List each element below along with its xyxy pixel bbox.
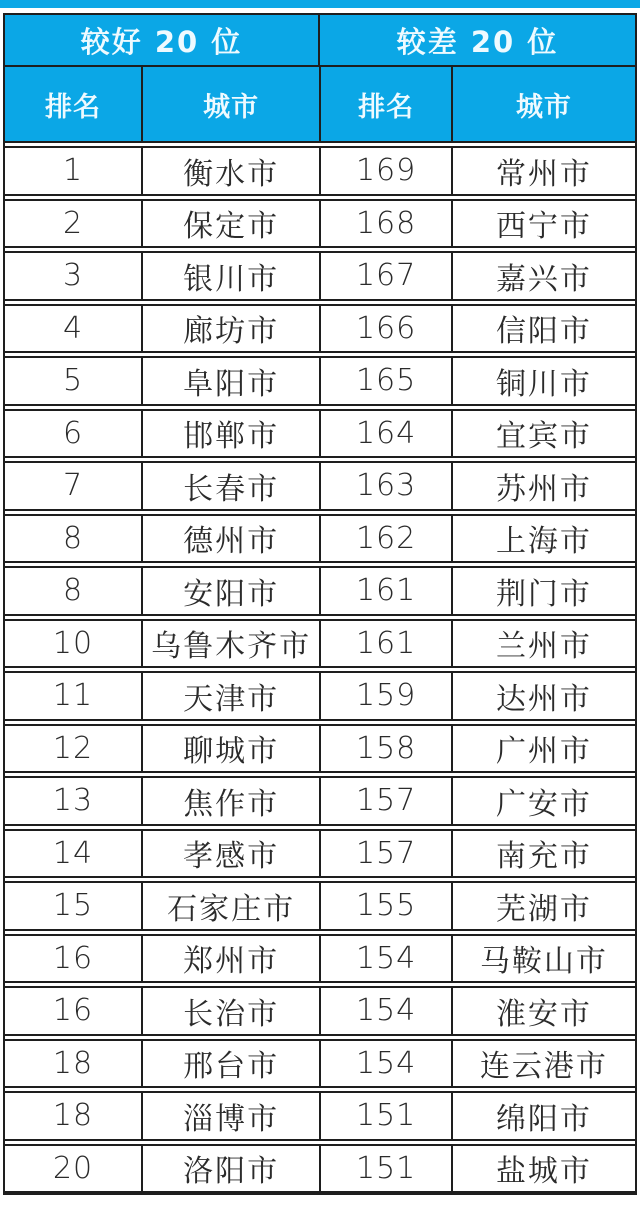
- rank-cell-best: 10: [5, 621, 143, 667]
- city-cell-worst: 西宁市: [495, 209, 592, 245]
- table-row: [5, 1144, 635, 1194]
- city-cell-worst: 信阳市: [495, 314, 592, 350]
- rank-cell-best: 15: [5, 883, 143, 929]
- table-row: [5, 304, 635, 354]
- rank-cell-best: 6: [5, 411, 143, 457]
- city-cell-worst: 马鞍山市: [479, 944, 608, 980]
- table-row: [5, 934, 635, 984]
- city-cell-worst: 嘉兴市: [495, 261, 592, 297]
- rank-cell-best: 11: [5, 673, 143, 719]
- rank-cell-best: 16: [5, 988, 143, 1034]
- table-row: [5, 724, 635, 774]
- column-header-city-best: 城市: [143, 67, 321, 141]
- table-row: [5, 1091, 635, 1141]
- rank-cell-worst: 168: [321, 201, 453, 247]
- city-cell-best: 银川市: [143, 253, 321, 299]
- city-cell-best: 洛阳市: [143, 1146, 321, 1192]
- group-title-worst20: 较差 20 位: [396, 24, 559, 59]
- rank-cell-worst: 161: [321, 568, 453, 614]
- table-row: [5, 409, 635, 459]
- rank-cell-worst: 154: [321, 1041, 453, 1087]
- city-cell-worst: 绵阳市: [495, 1101, 592, 1137]
- table-row: [5, 199, 635, 249]
- city-cell-worst: 兰州市: [495, 629, 592, 665]
- table-row: [5, 514, 635, 564]
- rank-cell-best: 18: [5, 1093, 143, 1139]
- table-row: [5, 356, 635, 406]
- rank-cell-best: 14: [5, 831, 143, 877]
- rank-cell-worst: 166: [321, 306, 453, 352]
- city-cell-worst: 芜湖市: [495, 891, 592, 927]
- rank-cell-worst: 169: [321, 148, 453, 194]
- city-cell-worst: 连云港市: [479, 1049, 608, 1085]
- city-cell-best: 衡水市: [143, 148, 321, 194]
- city-cell-best: 阜阳市: [143, 358, 321, 404]
- rank-cell-best: 18: [5, 1041, 143, 1087]
- rank-cell-worst: 154: [321, 936, 453, 982]
- city-cell-worst: 铜川市: [495, 366, 592, 402]
- table-row: [5, 566, 635, 616]
- rank-cell-worst: 159: [321, 673, 453, 719]
- rank-cell-worst: 155: [321, 883, 453, 929]
- rank-cell-worst: 158: [321, 726, 453, 772]
- table-group-header-row: [5, 15, 635, 65]
- top-accent-strip: [0, 0, 640, 8]
- city-cell-worst: 苏州市: [495, 471, 592, 507]
- city-cell-worst: 上海市: [495, 524, 592, 560]
- city-cell-worst: 南充市: [495, 839, 592, 875]
- city-cell-best: 天津市: [143, 673, 321, 719]
- rank-cell-best: 8: [5, 516, 143, 562]
- city-cell-worst: 淮安市: [495, 996, 592, 1032]
- table-row: [5, 619, 635, 669]
- column-header-city-worst: 城市: [515, 91, 572, 123]
- city-cell-worst: 盐城市: [495, 1154, 592, 1190]
- rank-cell-worst: 161: [321, 621, 453, 667]
- city-cell-best: 邢台市: [143, 1041, 321, 1087]
- rank-cell-best: 3: [5, 253, 143, 299]
- rank-cell-best: 12: [5, 726, 143, 772]
- table-row: [5, 671, 635, 721]
- rank-cell-worst: 162: [321, 516, 453, 562]
- city-cell-best: 长治市: [143, 988, 321, 1034]
- city-cell-best: 聊城市: [143, 726, 321, 772]
- rank-cell-best: 7: [5, 463, 143, 509]
- table-row: [5, 776, 635, 826]
- table-column-header-row: [5, 65, 635, 143]
- city-cell-best: 乌鲁木齐市: [143, 621, 321, 667]
- rank-cell-best: 5: [5, 358, 143, 404]
- city-cell-worst: 常州市: [495, 156, 592, 192]
- rank-cell-best: 13: [5, 778, 143, 824]
- rank-cell-worst: 157: [321, 831, 453, 877]
- city-cell-best: 郑州市: [143, 936, 321, 982]
- city-cell-best: 焦作市: [143, 778, 321, 824]
- rank-cell-best: 8: [5, 568, 143, 614]
- rank-cell-worst: 165: [321, 358, 453, 404]
- city-cell-worst: 广安市: [495, 786, 592, 822]
- city-cell-best: 廊坊市: [143, 306, 321, 352]
- table-body: [5, 146, 635, 1193]
- table-row: [5, 461, 635, 511]
- city-cell-worst: 广州市: [495, 734, 592, 770]
- city-cell-best: 石家庄市: [143, 883, 321, 929]
- city-cell-best: 淄博市: [143, 1093, 321, 1139]
- rank-cell-worst: 157: [321, 778, 453, 824]
- group-title-best20: 较好 20 位: [5, 15, 320, 65]
- city-cell-worst: 达州市: [495, 681, 592, 717]
- rank-cell-best: 16: [5, 936, 143, 982]
- city-cell-best: 孝感市: [143, 831, 321, 877]
- table-row: [5, 1039, 635, 1089]
- rank-cell-worst: 167: [321, 253, 453, 299]
- table-row: [5, 251, 635, 301]
- table-row: [5, 829, 635, 879]
- column-header-rank-worst: 排名: [321, 67, 453, 141]
- city-cell-worst: 宜宾市: [495, 419, 592, 455]
- city-cell-best: 德州市: [143, 516, 321, 562]
- rank-cell-worst: 154: [321, 988, 453, 1034]
- rank-cell-best: 1: [5, 148, 143, 194]
- column-header-rank-best: 排名: [5, 67, 143, 141]
- rank-cell-best: 2: [5, 201, 143, 247]
- city-ranking-table: [3, 13, 637, 1195]
- city-cell-best: 邯郸市: [143, 411, 321, 457]
- city-cell-best: 安阳市: [143, 568, 321, 614]
- rank-cell-worst: 151: [321, 1093, 453, 1139]
- rank-cell-best: 4: [5, 306, 143, 352]
- table-row: [5, 986, 635, 1036]
- rank-cell-worst: 151: [321, 1146, 453, 1192]
- rank-cell-worst: 164: [321, 411, 453, 457]
- city-cell-best: 长春市: [143, 463, 321, 509]
- city-cell-worst: 荆门市: [495, 576, 592, 612]
- table-row: [5, 146, 635, 196]
- rank-cell-worst: 163: [321, 463, 453, 509]
- rank-cell-best: 20: [5, 1146, 143, 1192]
- city-cell-best: 保定市: [143, 201, 321, 247]
- table-row: [5, 881, 635, 931]
